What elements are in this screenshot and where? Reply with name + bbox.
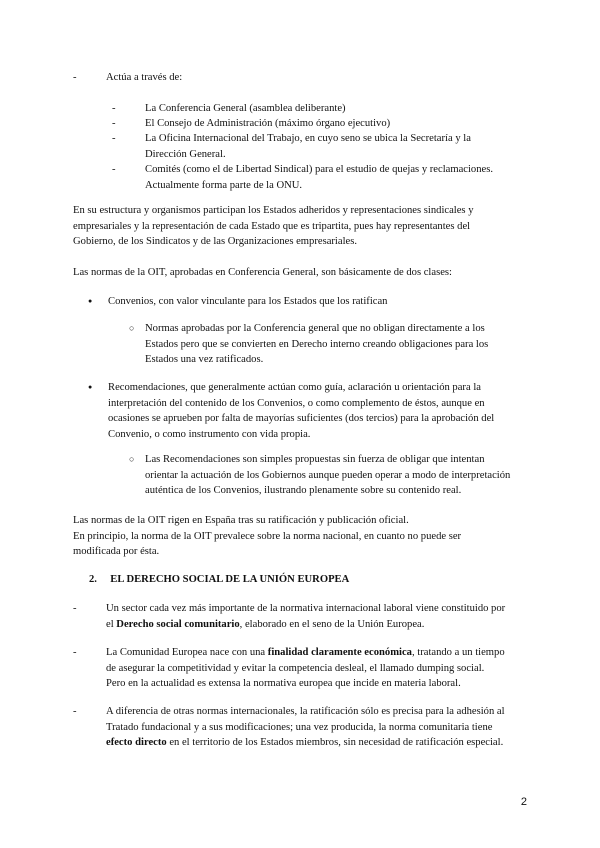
intro-lead: - Actúa a través de: — [106, 70, 182, 86]
recomendaciones-item: ● Recomendaciones, que generalmente actúan como guía, aclaración u orientación para la interpretación del contenido de los Convenios, o como complemento de éstos, aunque en ocasiones se aprueben por falta de mayorías suficientes (dos tercios) para la aprobación del Convenio, o como instrumento con vida propia. — [108, 380, 494, 442]
organ-item: - La Conferencia General (asamblea deliberante) — [145, 101, 346, 117]
organ-item: - Comités (como el de Libertad Sindical) para el estudio de quejas y reclamaciones. Actualmente forma parte de la ONU. — [145, 162, 493, 193]
section-number: 2. — [89, 574, 97, 585]
eu-item: - A diferencia de otras normas internacionales, la ratificación sólo es precisa para la adhesión al Tratado fundacional y a sus modificaciones; una vez producida, la norma comunitaria tiene efecto directo en el territorio de los Estados miembros, sin necesidad de ratificación especial. — [106, 704, 505, 751]
page-number: 2 — [520, 796, 527, 808]
organ-item: - El Consejo de Administración (máximo órgano ejecutivo) — [145, 116, 390, 132]
recomendaciones-subitem: ○ Las Recomendaciones son simples propuestas sin fuerza de obligar que intentan orientar la actuación de los Gobiernos aunque pueden operar a modo de interpretación auténtica de los Convenios, ilustrando plenamente sobre su contenido real. — [145, 452, 510, 499]
convenios-subitem: ○ Normas aprobadas por la Conferencia general que no obligan directamente a los Estados pero que se convierten en Derecho interno creando obligaciones para los Estados una vez ratificados. — [145, 321, 488, 368]
norms-intro: Las normas de la OIT, aprobadas en Conferencia General, son básicamente de dos clases: — [73, 267, 452, 278]
section-heading — [89, 572, 349, 588]
spain-paragraph: Las normas de la OIT rigen en España tras su ratificación y publicación oficial. En principio, la norma de la OIT prevalece sobre la norma nacional, en cuanto no puede ser modificada por ésta. — [73, 515, 462, 558]
eu-item: - La Comunidad Europea nace con una finalidad claramente económica, tratando a un tiempo de asegurar la competitividad y evitar la competencia desleal, el llamado dumping social. Pero en la actualidad es extensa la normativa europea que incide en materia laboral. — [106, 645, 505, 692]
eu-item: - Un sector cada vez más importante de la normativa internacional laboral viene constituido por el Derecho social comunitario, elaborado en el seno de la Unión Europea. — [106, 601, 505, 632]
convenios-item: ● Convenios, con valor vinculante para los Estados que los ratifican — [108, 294, 387, 310]
organ-item: - La Oficina Internacional del Trabajo, en cuyo seno se ubica la Secretaría y la Dirección General. — [145, 131, 471, 162]
section-title: EL DERECHO SOCIAL DE LA UNIÓN EUROPEA — [110, 574, 350, 585]
structure-paragraph: En su estructura y organismos participan los Estados adheridos y representaciones sindicales y empresariales y la representación de cada Estado que es tripartita, pues hay representantes del Gobierno, de los Sindicatos y de las Organizaciones empresariales. — [73, 205, 474, 248]
